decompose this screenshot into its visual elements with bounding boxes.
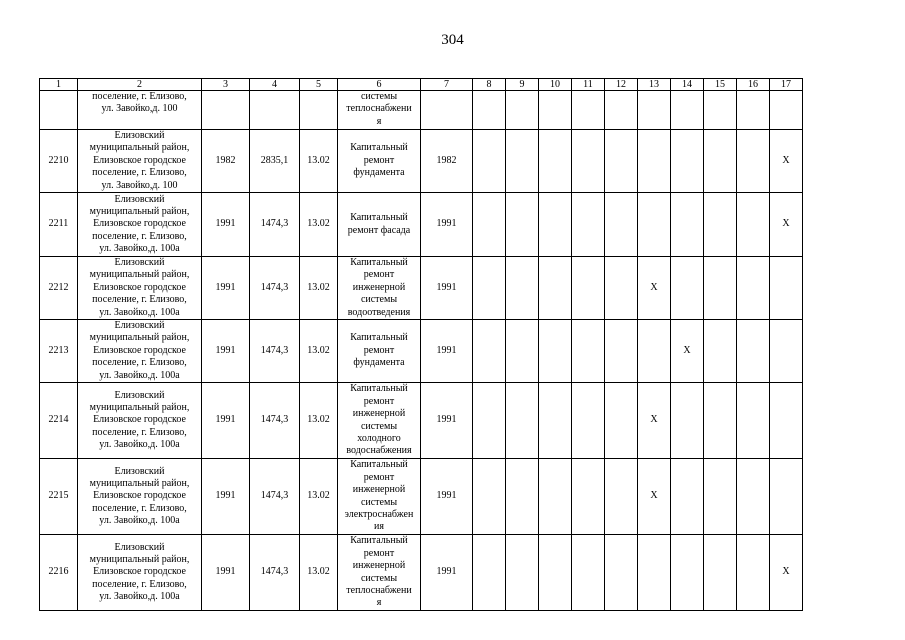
period-cell	[572, 130, 605, 193]
period-cell	[671, 130, 704, 193]
column-number-8: 8	[473, 79, 506, 91]
table-row	[40, 91, 803, 130]
period-cell	[605, 193, 638, 257]
object-address: Елизовский муниципальный район, Елизовское городское поселение, г. Елизово, ул. Завойко,д. 100а	[78, 459, 202, 535]
period-cell	[539, 459, 572, 535]
column-number-6: 6	[338, 79, 421, 91]
period-cell	[539, 320, 572, 383]
column-number-2: 2	[78, 79, 202, 91]
period-cell	[572, 193, 605, 257]
column-number-17: 17	[770, 79, 803, 91]
commissioning-year: 1991	[202, 320, 250, 383]
object-address: Елизовский муниципальный район, Елизовское городское поселение, г. Елизово, ул. Завойко,д. 100а	[78, 193, 202, 257]
total-area: 2835,1	[250, 130, 300, 193]
work-type: Капитальный ремонт фундамента	[338, 320, 421, 383]
period-cell	[506, 320, 539, 383]
period-cell	[539, 383, 572, 459]
period-cell	[671, 91, 704, 130]
commissioning-year: 1991	[202, 383, 250, 459]
period-cell	[539, 257, 572, 320]
total-area: 1474,3	[250, 383, 300, 459]
period-cell	[572, 320, 605, 383]
period-mark: X	[770, 193, 803, 257]
work-type: Капитальный ремонт инженерной системы теплоснабжени я	[338, 535, 421, 611]
period-mark: X	[770, 535, 803, 611]
period-cell	[572, 535, 605, 611]
period-cell	[473, 91, 506, 130]
period-cell	[473, 320, 506, 383]
column-number-9: 9	[506, 79, 539, 91]
period-cell	[539, 130, 572, 193]
period-cell	[473, 383, 506, 459]
period-mark: X	[638, 459, 671, 535]
period-cell	[704, 193, 737, 257]
period-cell	[737, 193, 770, 257]
period-cell	[704, 91, 737, 130]
period-cell	[473, 459, 506, 535]
object-address: Елизовский муниципальный район, Елизовское городское поселение, г. Елизово, ул. Завойко,д. 100а	[78, 535, 202, 611]
period-cell	[671, 535, 704, 611]
period-cell	[770, 320, 803, 383]
object-address: Елизовский муниципальный район, Елизовское городское поселение, г. Елизово, ул. Завойко,д. 100	[78, 130, 202, 193]
object-number	[40, 91, 78, 130]
period-cell	[737, 130, 770, 193]
period-cell	[737, 459, 770, 535]
commissioning-year: 1991	[202, 535, 250, 611]
period-cell	[737, 383, 770, 459]
period-cell	[638, 535, 671, 611]
period-mark: X	[770, 130, 803, 193]
total-area: 1474,3	[250, 193, 300, 257]
period-mark: X	[671, 320, 704, 383]
period-cell	[704, 535, 737, 611]
period-cell	[473, 257, 506, 320]
commissioning-year: 1991	[202, 193, 250, 257]
period-cell	[737, 535, 770, 611]
object-number: 2210	[40, 130, 78, 193]
period-cell	[539, 91, 572, 130]
work-type: Капитальный ремонт инженерной системы водоотведения	[338, 257, 421, 320]
commissioning-year: 1982	[202, 130, 250, 193]
work-code: 13.02	[300, 535, 338, 611]
object-number: 2215	[40, 459, 78, 535]
period-cell	[506, 535, 539, 611]
commissioning-year: 1991	[202, 459, 250, 535]
period-cell	[506, 130, 539, 193]
table-row	[40, 383, 803, 459]
period-mark: X	[638, 257, 671, 320]
period-cell	[506, 193, 539, 257]
table-row	[40, 193, 803, 257]
work-type: Капитальный ремонт фундамента	[338, 130, 421, 193]
object-number: 2213	[40, 320, 78, 383]
last-repair-year: 1991	[421, 257, 473, 320]
column-number-11: 11	[572, 79, 605, 91]
page-number: 304	[441, 32, 464, 48]
total-area: 1474,3	[250, 320, 300, 383]
column-number-13: 13	[638, 79, 671, 91]
period-cell	[704, 383, 737, 459]
last-repair-year: 1991	[421, 193, 473, 257]
period-cell	[572, 91, 605, 130]
column-number-12: 12	[605, 79, 638, 91]
object-address: Елизовский муниципальный район, Елизовское городское поселение, г. Елизово, ул. Завойко,д. 100а	[78, 320, 202, 383]
header-row	[40, 79, 803, 91]
registry-table	[39, 78, 803, 611]
period-cell	[572, 459, 605, 535]
period-cell	[704, 320, 737, 383]
total-area: 1474,3	[250, 459, 300, 535]
work-type: Капитальный ремонт фасада	[338, 193, 421, 257]
object-number: 2212	[40, 257, 78, 320]
commissioning-year: 1991	[202, 257, 250, 320]
period-cell	[638, 130, 671, 193]
period-cell	[572, 257, 605, 320]
period-cell	[638, 91, 671, 130]
period-cell	[737, 257, 770, 320]
period-cell	[473, 130, 506, 193]
work-type: системы теплоснабжени я	[338, 91, 421, 130]
period-cell	[506, 91, 539, 130]
period-mark: X	[638, 383, 671, 459]
period-cell	[704, 459, 737, 535]
last-repair-year: 1991	[421, 459, 473, 535]
object-number: 2211	[40, 193, 78, 257]
total-area: 1474,3	[250, 257, 300, 320]
period-cell	[671, 193, 704, 257]
table-row	[40, 257, 803, 320]
work-code: 13.02	[300, 459, 338, 535]
column-number-4: 4	[250, 79, 300, 91]
period-cell	[671, 257, 704, 320]
object-address: Елизовский муниципальный район, Елизовское городское поселение, г. Елизово, ул. Завойко,д. 100а	[78, 257, 202, 320]
period-cell	[506, 459, 539, 535]
last-repair-year: 1982	[421, 130, 473, 193]
period-cell	[605, 257, 638, 320]
period-cell	[605, 91, 638, 130]
column-number-15: 15	[704, 79, 737, 91]
work-code: 13.02	[300, 383, 338, 459]
table-row	[40, 130, 803, 193]
period-cell	[605, 383, 638, 459]
work-code: 13.02	[300, 130, 338, 193]
period-cell	[638, 193, 671, 257]
column-number-5: 5	[300, 79, 338, 91]
period-cell	[473, 193, 506, 257]
last-repair-year: 1991	[421, 535, 473, 611]
table-body	[40, 79, 803, 611]
period-cell	[572, 383, 605, 459]
object-number: 2214	[40, 383, 78, 459]
period-cell	[770, 459, 803, 535]
work-code: 13.02	[300, 257, 338, 320]
period-cell	[770, 383, 803, 459]
work-code: 13.02	[300, 320, 338, 383]
period-cell	[671, 459, 704, 535]
total-area: 1474,3	[250, 535, 300, 611]
column-number-3: 3	[202, 79, 250, 91]
table-row	[40, 320, 803, 383]
work-code: 13.02	[300, 193, 338, 257]
column-number-16: 16	[737, 79, 770, 91]
object-number: 2216	[40, 535, 78, 611]
period-cell	[605, 459, 638, 535]
work-type: Капитальный ремонт инженерной системы холодного водоснабжения	[338, 383, 421, 459]
last-repair-year: 1991	[421, 383, 473, 459]
total-area	[250, 91, 300, 130]
column-number-1: 1	[40, 79, 78, 91]
period-cell	[770, 257, 803, 320]
period-cell	[539, 193, 572, 257]
last-repair-year: 1991	[421, 320, 473, 383]
period-cell	[671, 383, 704, 459]
object-address: поселение, г. Елизово, ул. Завойко,д. 100	[78, 91, 202, 130]
period-cell	[638, 320, 671, 383]
period-cell	[539, 535, 572, 611]
last-repair-year	[421, 91, 473, 130]
period-cell	[704, 130, 737, 193]
object-address: Елизовский муниципальный район, Елизовское городское поселение, г. Елизово, ул. Завойко,д. 100а	[78, 383, 202, 459]
work-code	[300, 91, 338, 130]
period-cell	[506, 257, 539, 320]
work-type: Капитальный ремонт инженерной системы электроснабжен ия	[338, 459, 421, 535]
table-row	[40, 459, 803, 535]
period-cell	[605, 320, 638, 383]
period-cell	[473, 535, 506, 611]
period-cell	[770, 91, 803, 130]
period-cell	[704, 257, 737, 320]
column-number-10: 10	[539, 79, 572, 91]
period-cell	[737, 320, 770, 383]
period-cell	[605, 535, 638, 611]
period-cell	[737, 91, 770, 130]
commissioning-year	[202, 91, 250, 130]
period-cell	[506, 383, 539, 459]
table-row	[40, 535, 803, 611]
column-number-7: 7	[421, 79, 473, 91]
column-number-14: 14	[671, 79, 704, 91]
period-cell	[605, 130, 638, 193]
